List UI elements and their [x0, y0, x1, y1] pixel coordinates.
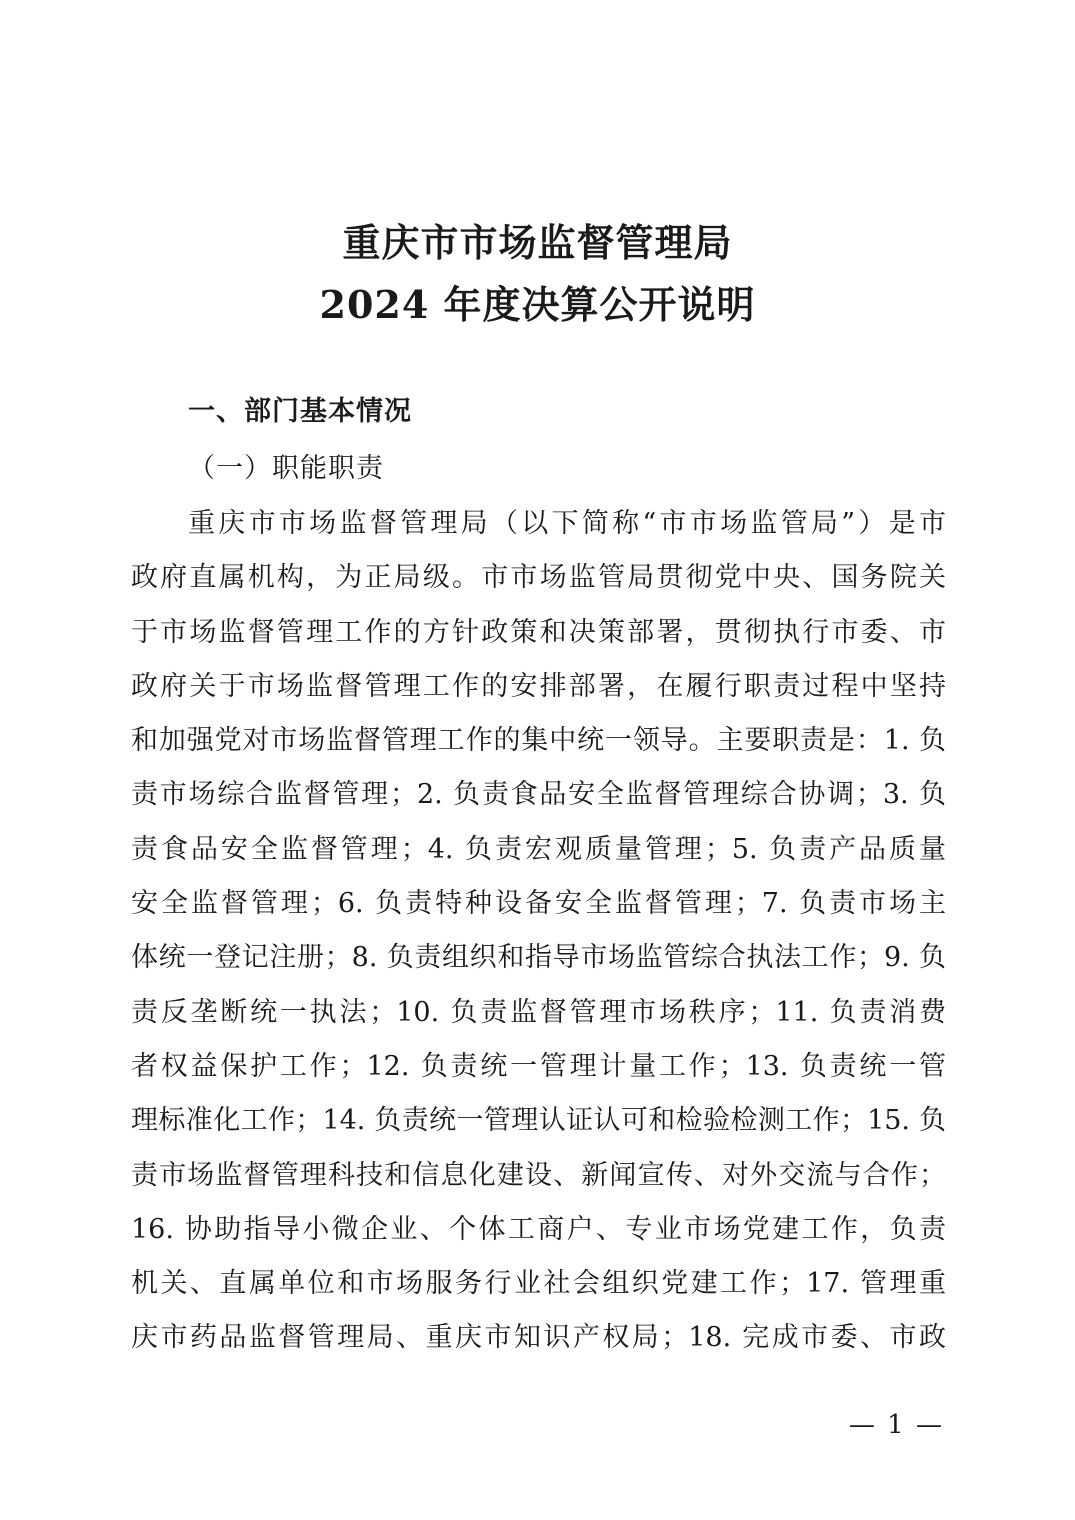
body-line: 庆市药品监督管理局、重庆市知识产权局；18. 完成市委、市政 — [131, 1322, 946, 1354]
body-line: 政府关于市场监督管理工作的安排部署，在履行职责过程中坚持 — [131, 670, 946, 702]
document-title-line1: 重庆市市场监督管理局 — [342, 220, 733, 265]
body-line: 体统一登记注册；8. 负责组织和指导市场监管综合执法工作；9. 负 — [131, 942, 946, 974]
body-line: 者权益保护工作；12. 负责统一管理计量工作；13. 负责统一管 — [131, 1050, 946, 1082]
body-line: 重庆市市场监督管理局（以下简称“市市场监管局”）是市 — [188, 508, 946, 539]
body-line: 责市场监督管理科技和信息化建设、新闻宣传、对外交流与合作； — [131, 1159, 946, 1191]
body-line: 政府直属机构，为正局级。市市场监管局贯彻党中央、国务院关 — [131, 562, 946, 594]
body-line: 安全监督管理；6. 负责特种设备安全监督管理；7. 负责市场主 — [131, 888, 946, 920]
body-line: 责食品安全监督管理；4. 负责宏观质量管理；5. 负责产品质量 — [131, 833, 946, 865]
subsection-heading: （一）职能职责 — [188, 453, 384, 484]
body-line: 和加强党对市场监督管理工作的集中统一领导。主要职责是：1. 负 — [131, 725, 946, 757]
body-line: 责反垄断统一执法；10. 负责监督管理市场秩序；11. 负责消费 — [131, 996, 946, 1028]
body-line: 责市场综合监督管理；2. 负责食品安全监督管理综合协调；3. 负 — [131, 779, 946, 811]
document-title-line2: 2024 年度决算公开说明 — [319, 282, 756, 327]
body-line: 16. 协助指导小微企业、个体工商户、专业市场党建工作，负责 — [131, 1213, 946, 1245]
body-line: 于市场监督管理工作的方针政策和决策部署，贯彻执行市委、市 — [131, 616, 946, 648]
section-heading: 一、部门基本情况 — [188, 396, 412, 427]
body-line: 理标准化工作；14. 负责统一管理认证认可和检验检测工作；15. 负 — [131, 1105, 946, 1137]
body-paragraph — [131, 507, 946, 1376]
body-line: 机关、直属单位和市场服务行业社会组织党建工作；17. 管理重 — [131, 1268, 946, 1300]
page-number: — 1 — — [848, 1410, 944, 1440]
